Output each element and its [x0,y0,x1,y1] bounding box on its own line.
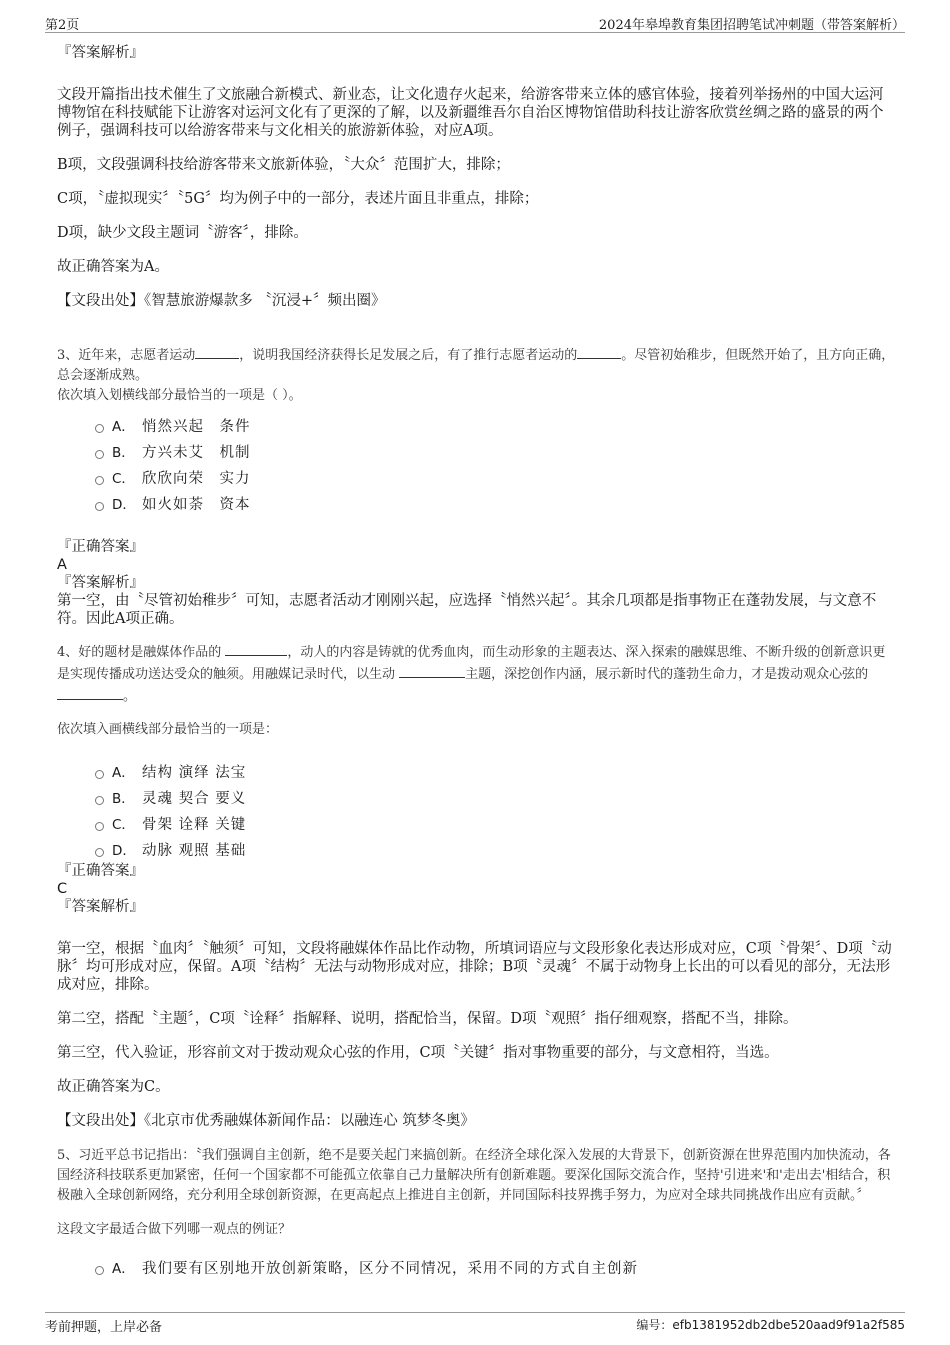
radio-button[interactable] [95,822,104,831]
radio-button[interactable] [95,1266,104,1275]
document-title: 2024年皋埠教育集团招聘笔试冲刺题（带答案解析） [598,18,905,33]
fill-blank [225,643,287,656]
page-header [45,12,905,33]
correct-answer-value: A [57,557,67,573]
radio-button[interactable] [95,502,104,511]
radio-button[interactable] [95,450,104,459]
question-instruction: 依次填入划横线部分最恰当的一项是（ ）。 [57,388,302,403]
page-footer [45,1312,905,1333]
radio-button[interactable] [95,848,104,857]
option-a[interactable]: A． 结构 演绎 法宝 [95,758,895,784]
question-stem: 4、好的题材是融媒体作品的 ，动人的内容是铸就的优秀血肉，而生动形象的主题表达、深入探索的融媒思维、不断升级的创新意识更是实现传播成功送达受众的触须。用融媒记录时代，以生动 主题，深挖创作内涵，展示新时代的蓬勃生命力，才是拨动观众心弦的 。 [57,645,886,704]
option-d[interactable]: D． 如火如荼 资本 [95,490,895,516]
option-a[interactable]: A． 我们要有区别地开放创新策略，区分不同情况，采用不同的方式自主创新 [95,1254,895,1280]
question-3 [57,346,895,628]
option-list [95,1254,895,1280]
option-b[interactable]: B． 灵魂 契合 要义 [95,784,895,810]
analysis-label: 『答案解析』 [57,575,144,591]
analysis-paragraph: 文段开篇指出技术催生了文旅融合新模式、新业态，让文化遗存火起来，给游客带来立体的感官体验，接着列举扬州的中国大运河博物馆在科技赋能下让游客对运河文化有了更深的了解，以及新疆维吾尔自治区博物馆借助科技让游客欣赏丝绸之路的盛景的两个例子，强调科技可以给游客带来与文化相关的旅游新体验，对应A项。 [57,87,884,139]
question-instruction: 依次填入画横线部分最恰当的一项是： [57,722,279,737]
source-citation: 【文段出处】《北京市优秀融媒体新闻作品：以融连心 筑梦冬奥》 [57,1113,475,1129]
fill-blank [195,346,239,359]
radio-button[interactable] [95,770,104,779]
fill-blank [57,687,123,700]
correct-answer-label: 『正确答案』 [57,539,144,555]
document-body [57,44,895,1280]
analysis-paragraph: 第二空，搭配〝主题〞，C项〝诠释〞指解释、说明，搭配恰当，保留。D项〝观照〞指仔细观察，搭配不当，排除。 [57,1011,798,1027]
option-list [95,412,895,516]
question-instruction: 这段文字最适合做下列哪一观点的例证？ [57,1222,292,1237]
answer-analysis-section-1 [57,44,895,310]
analysis-paragraph: 第一空，由〝尽管初始稚步〞可知，志愿者活动才刚刚兴起，应选择〝悄然兴起〞。其余几项都是指事物正在蓬勃发展，与文意不符。因此A项正确。 [57,593,877,627]
option-a[interactable]: A． 悄然兴起 条件 [95,412,895,438]
analysis-label: 『答案解析』 [57,899,144,915]
correct-answer-value: C [57,881,68,897]
analysis-label: 『答案解析』 [57,45,144,61]
analysis-paragraph: B项，文段强调科技给游客带来文旅新体验，〝大众〞范围扩大，排除； [57,157,510,173]
document-code: 编号：efb1381952db2dbe520aad9f91a2f585 [636,1318,905,1332]
source-citation: 【文段出处】《智慧旅游爆款多 〝沉浸+〞频出圈》 [57,293,386,309]
analysis-paragraph: 第一空，根据〝血肉〞〝触须〞可知，文段将融媒体作品比作动物，所填词语应与文段形象化表达形成对应，C项〝骨架〞、D项〝动脉〞均可形成对应，保留。A项〝结构〞无法与动物形成对应，排除；B项〝灵魂〞不属于动物身上长出的可以看见的部分，无法形成对应，排除。 [57,941,892,993]
radio-button[interactable] [95,796,104,805]
option-b[interactable]: B． 方兴未艾 机制 [95,438,895,464]
analysis-conclusion: 故正确答案为C。 [57,1079,170,1095]
option-list [95,758,895,862]
radio-button[interactable] [95,476,104,485]
analysis-conclusion: 故正确答案为A。 [57,259,169,275]
correct-answer-label: 『正确答案』 [57,863,144,879]
footer-motto: 考前押题，上岸必备 [45,1320,163,1335]
question-stem: 5、习近平总书记指出：〝我们强调自主创新，绝不是要关起门来搞创新。在经济全球化深入发展的大背景下，创新资源在世界范围内加快流动，各国经济科技联系更加紧密，任何一个国家都不可能孤立依靠自己力量解决所有创新难题。要深化国际交流合作，坚持'引进来'和'走出去'相结合，积极融入全球创新网络，充分利用全球创新资源，在更高起点上推进自主创新，并同国际科技界携手努力，为应对全球共同挑战作出应有贡献。〞 [57,1148,891,1203]
analysis-paragraph: 第三空，代入验证，形容前文对于拨动观众心弦的作用，C项〝关键〞指对事物重要的部分，与文意相符，当选。 [57,1045,779,1061]
question-stem: 3、近年来，志愿者运动 ，说明我国经济获得长足发展之后，有了推行志愿者运动的 。尽管初始稚步，但既然开始了，且方向正确，总会逐渐成熟。 [57,348,895,383]
radio-button[interactable] [95,424,104,433]
page-number: 第2页 [45,18,80,33]
fill-blank [399,665,465,678]
option-c[interactable]: C． 欣欣向荣 实力 [95,464,895,490]
option-d[interactable]: D． 动脉 观照 基础 [95,836,895,862]
analysis-paragraph: D项，缺少文段主题词〝游客〞，排除。 [57,225,308,241]
question-4 [57,642,895,1130]
option-c[interactable]: C． 骨架 诠释 关键 [95,810,895,836]
analysis-paragraph: C项，〝虚拟现实〞〝5G〞均为例子中的一部分，表述片面且非重点，排除； [57,191,539,207]
fill-blank [577,346,621,359]
question-5 [57,1146,895,1280]
